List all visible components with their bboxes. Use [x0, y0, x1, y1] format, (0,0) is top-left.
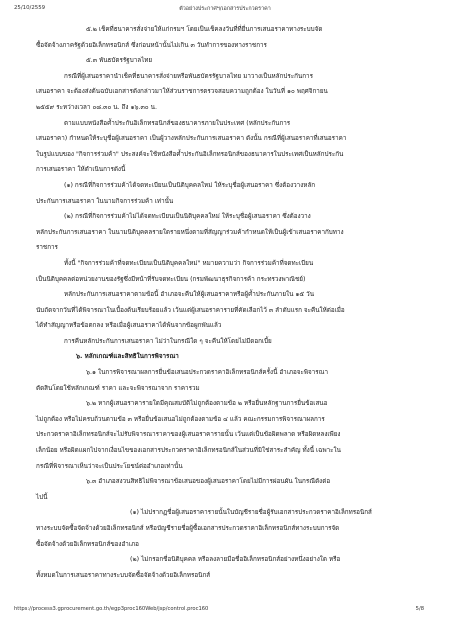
- section-heading: ๖. หลักเกณฑ์และสิทธิในการพิจารณา: [76, 353, 179, 361]
- body-line: ในรูปแบบของ "กิจการร่วมค้า" ประสงค์จะใช้หนังสือค้ำประกันอิเล็กทรอนิกส์ของธนาคารในประเทศเป็นหลักประกัน: [36, 150, 344, 158]
- body-line: ซื้อจัดจ้างด้วยอิเล็กทรอนิกส์ของอำเภอ: [36, 540, 139, 548]
- body-line: ราชการ: [36, 244, 58, 252]
- body-line: เสนอราคา จะต้องส่งต้นฉบับเอกสารดังกล่าวมาให้ส่วนราชการตรวจสอบความถูกต้อง ในวันที่ ๑๐ พฤศจิกายน: [36, 88, 328, 96]
- body-line: ตัดสินโดยใช้หลักเกณฑ์ ราคา และจะพิจารณาจาก ราคารวม: [36, 384, 200, 392]
- body-line: กรณีที่พิจารณาเห็นว่าจะเป็นประโยชน์ต่ออำเภอเท่านั้น: [36, 462, 183, 470]
- body-line: การคืนหลักประกันการเสนอราคา ไม่ว่าในกรณีใด ๆ จะคืนให้โดยไม่มีดอกเบี้ย: [64, 337, 272, 345]
- body-line: หลักประกันการเสนอราคา ในนามนิติบุคคลรายใดรายหนึ่งตามที่สัญญาร่วมค้ากำหนดให้เป็นผู้เข้าเสนอราคากับทาง: [36, 228, 344, 236]
- body-line: (๑) กรณีที่กิจการร่วมค้าได้จดทะเบียนเป็นนิติบุคคลใหม่ ให้ระบุชื่อผู้เสนอราคา ซึ่งต้องวางหลัก: [64, 181, 316, 189]
- body-line: กรณีที่ผู้เสนอราคานำเช็คที่ธนาคารสั่งจ่ายหรือพันธบัตรรัฐบาลไทย มาวางเป็นหลักประกันการ: [64, 72, 313, 80]
- print-date: 25/10/2559: [14, 5, 46, 11]
- body-line: ๖.๑ ในการพิจารณาผลการยื่นข้อเสนอประกวดราคาอิเล็กทรอนิกส์ครั้งนี้ อำเภอจะพิจารณา: [86, 369, 329, 377]
- body-line: ไม่ถูกต้อง หรือไม่ครบถ้วนตามข้อ ๓ หรือยื่นข้อเสนอไม่ถูกต้องตามข้อ ๔ แล้ว คณะกรรมการพิจารณาผลการ: [36, 415, 325, 423]
- body-line: ๕.๓ พันธบัตรรัฐบาลไทย: [86, 57, 153, 65]
- body-line: (๒) กรณีที่กิจการร่วมค้าไม่ได้จดทะเบียนเป็นนิติบุคคลใหม่ ให้ระบุชื่อผู้เสนอราคา ซึ่งต้องวาง: [64, 213, 311, 221]
- body-line: นับถัดจากวันที่ได้พิจารณาในเบื้องต้นเรียบร้อยแล้ว เว้นแต่ผู้เสนอราคารายที่คัดเลือกไว้ ๓ ลำดับแรก จะคืนให้ต่อเมื่อ: [36, 306, 345, 314]
- body-line: หลักประกันการเสนอราคาตามข้อนี้ อำเภอจะคืนให้ผู้เสนอราคาหรือผู้ค้ำประกันภายใน ๑๕ วัน: [64, 291, 314, 299]
- body-line: ๖.๓ อำเภอสงวนสิทธิไม่พิจารณาข้อเสนอของผู้เสนอราคาโดยไม่มีการผ่อนผัน ในกรณีดังต่อ: [86, 478, 331, 486]
- body-line: ประกวดราคาอิเล็กทรอนิกส์จะไม่รับพิจารณาราคาของผู้เสนอราคารายนั้น เว้นแต่เป็นข้อผิดพลาด หรือผิดหลงเพียง: [36, 431, 341, 439]
- document-title: ตัวอย่างประกาศฯ/เอกสารประกวดราคา: [179, 6, 271, 12]
- body-line: เล็กน้อย หรือผิดแผกไปจากเงื่อนไขของเอกสารประกวดราคาอิเล็กทรอนิกส์ในส่วนที่มิใช่สาระสำคัญ ทั้งนี้ เฉพาะใน: [36, 447, 341, 455]
- body-line: เสนอราคา) กำหนดให้ระบุชื่อผู้เสนอราคา เป็นผู้วางหลักประกันการเสนอราคา ดังนั้น กรณีที่ผู้เสนอราคาที่เสนอราคา: [36, 135, 347, 143]
- body-line: เป็นนิติบุคคลต่อหน่วยงานของรัฐซึ่งมีหน้าที่รับจดทะเบียน (กรมพัฒนาธุรกิจการค้า กระทรวงพาณิชย์): [36, 275, 306, 283]
- body-line: ประกันการเสนอราคา ในนามกิจการร่วมค้า เท่านั้น: [36, 197, 174, 205]
- page-footer: [0, 606, 450, 616]
- body-line: (๑) ไม่ปรากฏชื่อผู้เสนอราคารายนั้นในบัญชีรายชื่อผู้รับเอกสารประกวดราคาอิเล็กทรอนิกส์: [130, 509, 372, 517]
- page-header: [0, 5, 450, 17]
- body-line: ตามแบบหนังสือค้ำประกันอิเล็กทรอนิกส์ของธนาคารภายในประเทศ (หลักประกันการ: [64, 119, 291, 127]
- body-line: ๕.๒ เช็คที่ธนาคารสั่งจ่ายให้แก่กรมฯ โดยเป็นเช็คลงวันที่ที่ยื่นการเสนอราคาทางระบบจัด: [86, 26, 323, 33]
- page-number: 5/8: [415, 606, 424, 612]
- body-line: ทั้งนี้ "กิจการร่วมค้าที่จดทะเบียนเป็นนิติบุคคลใหม่" หมายความว่า กิจการร่วมค้าที่จดทะเบียน: [64, 259, 314, 267]
- body-line: ได้ทำสัญญาหรือข้อตกลง หรือเมื่อผู้เสนอราคาได้พ้นจากข้อผูกพันแล้ว: [36, 322, 222, 330]
- body-line: ๒๕๕๙ ระหว่างเวลา ๐๘.๓๐ น. ถึง ๑๖.๓๐ น.: [36, 103, 157, 111]
- page-url: https://process3.gprocurement.go.th/egp3proc160Web/jsp/control.proc160: [14, 606, 209, 612]
- body-line: (๒) ไม่กรอกชื่อนิติบุคคล หรือลงลายมือชื่ออิเล็กทรอนิกส์อย่างหนึ่งอย่างใด หรือ: [130, 556, 341, 564]
- body-line: ๖.๒ หากผู้เสนอราคารายใดมีคุณสมบัติไม่ถูกต้องตามข้อ ๒ หรือยื่นหลักฐานการยื่นข้อเสนอ: [86, 400, 328, 408]
- body-line: ทั้งหมดในการเสนอราคาทางระบบจัดซื้อจัดจ้างด้วยอิเล็กทรอนิกส์: [36, 571, 211, 579]
- body-line: ทางระบบจัดซื้อจัดจ้างด้วยอิเล็กทรอนิกส์ หรือบัญชีรายชื่อผู้ซื้อเอกสารประกวดราคาอิเล็กทรอนิกส์ทางระบบการจัด: [36, 525, 340, 532]
- body-line: ไปนี้: [36, 493, 48, 501]
- body-line: การเสนอราคา ให้ดำเนินการดังนี้: [36, 166, 126, 174]
- body-line: ซื้อจัดจ้างภาครัฐด้วยอิเล็กทรอนิกส์ ซึ่งก่อนหน้านั้นไม่เกิน ๓ วันทำการของทางราชการ: [36, 41, 267, 49]
- document-body: [0, 22, 450, 583]
